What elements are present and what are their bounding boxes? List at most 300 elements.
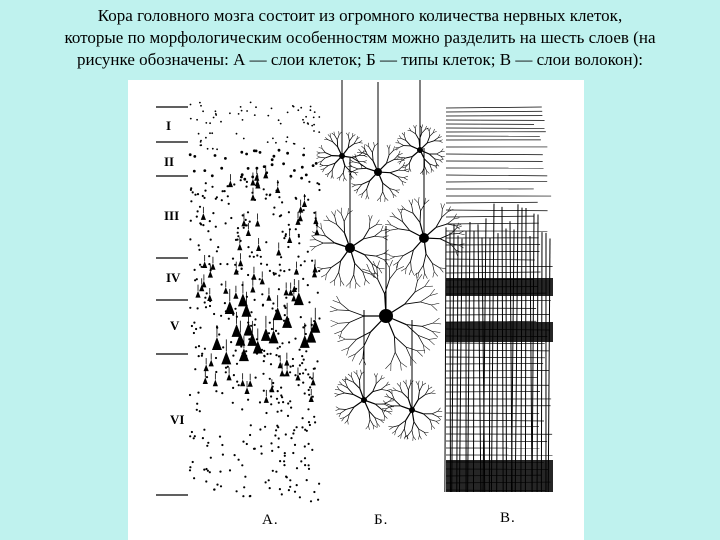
cell-dot bbox=[218, 333, 220, 335]
cell-dot bbox=[221, 199, 223, 201]
cell-dot bbox=[271, 450, 273, 452]
dendrite bbox=[416, 134, 420, 140]
dendrite bbox=[439, 140, 443, 141]
cell-dot bbox=[309, 376, 311, 378]
cell-dot bbox=[314, 111, 316, 113]
cell-dot bbox=[284, 455, 286, 457]
dendrite bbox=[390, 173, 398, 177]
cell-dot bbox=[282, 162, 285, 165]
dendrite bbox=[409, 200, 412, 205]
dendrite bbox=[431, 303, 439, 305]
dendrite bbox=[346, 133, 348, 136]
cell-dot bbox=[255, 106, 257, 108]
cell-dot bbox=[203, 429, 205, 431]
dendrite bbox=[340, 409, 346, 410]
pyramidal-cell bbox=[294, 268, 299, 275]
dendrite bbox=[374, 374, 376, 378]
dendrite bbox=[422, 383, 426, 386]
dendrite bbox=[336, 407, 340, 409]
pyramidal-cell bbox=[238, 259, 243, 266]
cell-dot bbox=[194, 435, 196, 437]
cell-dot bbox=[280, 123, 282, 125]
cortex-drawing bbox=[128, 80, 584, 540]
cell-dot bbox=[301, 355, 303, 357]
dendrite bbox=[335, 135, 338, 140]
cell-dot bbox=[219, 471, 221, 473]
dendrite bbox=[364, 392, 373, 400]
dendrite bbox=[354, 371, 357, 374]
cell-dot bbox=[302, 326, 304, 328]
dendrite bbox=[400, 382, 401, 386]
cell-dot bbox=[299, 364, 301, 366]
cell-dot bbox=[242, 441, 244, 443]
cell-dot bbox=[209, 220, 211, 222]
dendrite bbox=[320, 165, 324, 166]
dendrite bbox=[459, 245, 464, 248]
cell-dot bbox=[269, 322, 271, 324]
dendrite bbox=[316, 240, 324, 243]
cell-dot bbox=[240, 151, 243, 154]
dendrite bbox=[337, 386, 340, 390]
cell-dot bbox=[285, 141, 287, 143]
cell-dot bbox=[214, 154, 217, 157]
dendrite bbox=[377, 423, 380, 427]
dendrite bbox=[348, 208, 349, 214]
cell-dot bbox=[311, 260, 313, 262]
dendrite bbox=[406, 410, 412, 420]
cell-dot bbox=[310, 109, 312, 111]
pyramidal-cell bbox=[288, 289, 293, 296]
dendrite bbox=[419, 429, 420, 435]
cell-dot bbox=[289, 400, 291, 402]
cell-dot bbox=[281, 342, 283, 344]
cell-dot bbox=[278, 119, 280, 121]
dendrite bbox=[360, 374, 362, 380]
cell-dot bbox=[284, 314, 286, 316]
cell-dot bbox=[189, 153, 192, 156]
cell-dot bbox=[302, 154, 305, 157]
pyramidal-cell bbox=[302, 200, 307, 207]
dendrite bbox=[325, 153, 332, 156]
cell-dot bbox=[265, 241, 267, 243]
cell-dot bbox=[221, 444, 223, 446]
dendrite bbox=[447, 219, 454, 224]
pyramidal-cell bbox=[212, 337, 222, 350]
cell-dot bbox=[272, 470, 274, 472]
dendrite bbox=[342, 148, 348, 156]
dendrite bbox=[438, 408, 441, 412]
layer-label-2: II bbox=[164, 154, 175, 169]
cell-dot bbox=[294, 338, 296, 340]
cell-dot bbox=[283, 464, 285, 466]
dendrite bbox=[426, 254, 432, 264]
cell-dot bbox=[269, 194, 271, 196]
cell-dot bbox=[275, 471, 277, 473]
dendrite bbox=[348, 374, 352, 377]
dendrite bbox=[341, 280, 344, 285]
cell-dot bbox=[229, 112, 231, 114]
cell-dot bbox=[230, 217, 232, 219]
dendrite bbox=[405, 170, 409, 172]
dendrite bbox=[317, 156, 320, 158]
cell-dot bbox=[224, 157, 227, 160]
dendrite bbox=[356, 184, 362, 185]
dendrite bbox=[425, 273, 428, 278]
dendrite bbox=[412, 205, 414, 213]
dendrite bbox=[406, 141, 411, 146]
pyramidal-cell bbox=[204, 364, 209, 371]
dendrite bbox=[356, 283, 360, 287]
cell-dot bbox=[270, 353, 272, 355]
caption-line-1: Кора головного мозга состоит из огромного количества нервных клеток, bbox=[97, 6, 623, 25]
cell-dot bbox=[313, 491, 315, 493]
dendrite bbox=[326, 268, 331, 275]
cell-dot bbox=[255, 377, 257, 379]
dendrite bbox=[330, 310, 338, 312]
cell-dot bbox=[228, 203, 230, 205]
cell-dot bbox=[260, 263, 262, 265]
dendrite bbox=[429, 128, 430, 132]
cell-dot bbox=[190, 187, 192, 189]
dendrite bbox=[402, 392, 408, 398]
dendrite bbox=[441, 149, 443, 152]
cell-dot bbox=[307, 408, 309, 410]
dendrite bbox=[374, 231, 381, 236]
dendrite bbox=[397, 383, 400, 386]
cell-dot bbox=[254, 318, 256, 320]
dendrite bbox=[429, 131, 430, 136]
dendrite bbox=[326, 274, 327, 280]
dendrite bbox=[339, 132, 341, 135]
dendrite bbox=[357, 374, 360, 380]
dendrite bbox=[419, 386, 422, 392]
cell-dot bbox=[205, 306, 207, 308]
cell-dot bbox=[249, 221, 251, 223]
cell-dot bbox=[263, 350, 265, 352]
cell-dot bbox=[304, 260, 306, 262]
cell-dot bbox=[280, 387, 282, 389]
dendrite bbox=[345, 166, 350, 171]
cell-dot bbox=[308, 443, 310, 445]
radial-fiber bbox=[452, 224, 454, 492]
dendrite bbox=[390, 229, 398, 230]
cell-dot bbox=[261, 453, 263, 455]
cell-dot bbox=[203, 197, 205, 199]
cell-dot bbox=[220, 121, 222, 123]
cell-dot bbox=[192, 461, 194, 463]
dendrite bbox=[350, 316, 365, 322]
cell-dot bbox=[189, 394, 191, 396]
dendrite bbox=[404, 176, 408, 178]
cell-dot bbox=[303, 148, 305, 150]
cell-dot bbox=[215, 371, 217, 373]
dendrite bbox=[405, 292, 415, 304]
dendrite bbox=[379, 268, 385, 269]
dendrite bbox=[352, 167, 358, 169]
dendrite bbox=[418, 381, 419, 385]
cell-dot bbox=[288, 269, 290, 271]
dendrite bbox=[414, 422, 419, 429]
dendrite bbox=[433, 323, 441, 324]
dendrite bbox=[398, 256, 403, 263]
cell-dot bbox=[305, 174, 308, 177]
cell-dot bbox=[194, 368, 196, 370]
dendrite bbox=[339, 272, 341, 280]
dendrite bbox=[442, 212, 448, 218]
cell-dot bbox=[228, 318, 230, 320]
cell-dot bbox=[207, 470, 209, 472]
cell-dot bbox=[254, 299, 256, 301]
cell-dot bbox=[318, 317, 320, 319]
dendrite bbox=[373, 425, 377, 428]
cell-dot bbox=[266, 264, 268, 266]
dendrite bbox=[397, 266, 404, 270]
dendrite bbox=[436, 154, 441, 156]
pyramidal-cell bbox=[284, 370, 289, 377]
cell-dot bbox=[296, 484, 298, 486]
cell-dot bbox=[278, 402, 280, 404]
cell-dot bbox=[189, 466, 191, 468]
radial-fiber bbox=[478, 224, 481, 492]
dendrite bbox=[383, 401, 386, 404]
dendrite bbox=[425, 280, 430, 287]
cell-dot bbox=[247, 211, 249, 213]
cell-dot bbox=[312, 164, 315, 167]
dendrite bbox=[383, 183, 390, 188]
cell-dot bbox=[201, 353, 203, 355]
pyramidal-cell bbox=[239, 348, 249, 361]
cell-dot bbox=[196, 216, 198, 218]
cell-dot bbox=[225, 371, 227, 373]
radial-fiber bbox=[459, 239, 462, 492]
cell-dot bbox=[210, 239, 212, 241]
cell-dot bbox=[275, 330, 277, 332]
dendrite bbox=[365, 279, 369, 283]
cell-dot bbox=[235, 239, 237, 241]
layer-label-6: VI bbox=[170, 412, 185, 427]
dendrite bbox=[413, 213, 420, 222]
dendrite bbox=[351, 176, 354, 179]
dendrite bbox=[340, 390, 345, 393]
dendrite bbox=[408, 384, 410, 390]
radial-fiber bbox=[521, 208, 522, 492]
cell-dot bbox=[304, 445, 306, 447]
dendrite bbox=[335, 395, 339, 397]
dendrite bbox=[340, 280, 341, 286]
slide-caption bbox=[8, 5, 712, 71]
cell-dot bbox=[318, 189, 320, 191]
cell-dot bbox=[314, 367, 316, 369]
dendrite bbox=[374, 142, 375, 146]
cell-dot bbox=[234, 308, 236, 310]
dendrite bbox=[434, 138, 438, 141]
dendrite bbox=[355, 172, 359, 173]
cell-dot bbox=[260, 445, 262, 447]
cell-dot bbox=[207, 148, 209, 150]
dendrite bbox=[375, 272, 379, 277]
dendrite bbox=[340, 173, 343, 177]
cell-dot bbox=[199, 410, 201, 412]
dendrite bbox=[432, 426, 435, 429]
cell-dot bbox=[287, 112, 289, 114]
dendrite bbox=[425, 166, 427, 171]
cell-dot bbox=[193, 437, 195, 439]
cell-dot bbox=[242, 214, 244, 216]
dendrite bbox=[322, 229, 326, 236]
radial-fiber bbox=[491, 204, 494, 492]
pyramidal-cell bbox=[208, 271, 213, 278]
cell-dot bbox=[289, 486, 291, 488]
cell-dot bbox=[317, 499, 319, 501]
dendrite bbox=[352, 169, 358, 172]
cell-dot bbox=[190, 200, 192, 202]
cell-dot bbox=[225, 222, 227, 224]
cell-dot bbox=[296, 426, 298, 428]
cell-dot bbox=[189, 435, 191, 437]
dendrite bbox=[371, 316, 386, 332]
cell-dot bbox=[302, 372, 304, 374]
cell-dot bbox=[268, 479, 270, 481]
cell-dot bbox=[305, 350, 307, 352]
cell-dot bbox=[215, 198, 217, 200]
dendrite bbox=[331, 320, 339, 323]
cell-dot bbox=[303, 209, 305, 211]
cell-dot bbox=[206, 376, 208, 378]
pyramidal-cell bbox=[276, 249, 281, 256]
cell-dot bbox=[304, 457, 306, 459]
radial-fiber bbox=[525, 208, 526, 492]
cell-dot bbox=[298, 236, 300, 238]
cell-dot bbox=[249, 434, 251, 436]
dendrite bbox=[316, 243, 324, 246]
dendrite bbox=[404, 429, 405, 435]
cell-dot bbox=[207, 442, 209, 444]
cell-dot bbox=[251, 251, 253, 253]
cell-dot bbox=[195, 328, 197, 330]
cell-dot bbox=[197, 392, 199, 394]
dendrite bbox=[351, 184, 355, 185]
pyramidal-cell bbox=[264, 396, 269, 403]
dendrite bbox=[374, 236, 382, 237]
dendrite bbox=[383, 192, 385, 198]
dendrite bbox=[459, 234, 465, 235]
cell-dot bbox=[240, 179, 242, 181]
cell-dot bbox=[204, 348, 206, 350]
dendrite bbox=[352, 185, 356, 187]
dendrite bbox=[356, 346, 364, 354]
dendrite bbox=[387, 145, 389, 149]
cell-dot bbox=[318, 131, 320, 133]
dendrite bbox=[317, 267, 323, 268]
cell-dot bbox=[295, 228, 297, 230]
cell-dot bbox=[260, 256, 262, 258]
cell-dot bbox=[277, 390, 279, 392]
cell-dot bbox=[295, 197, 297, 199]
dendrite bbox=[418, 203, 420, 211]
cell-dot bbox=[304, 464, 306, 466]
dendrite bbox=[374, 143, 377, 146]
dendrite bbox=[355, 263, 363, 271]
cell-dot bbox=[232, 387, 234, 389]
cell-dot bbox=[296, 467, 298, 469]
pyramidal-cell bbox=[202, 261, 207, 268]
cell-dot bbox=[265, 412, 267, 414]
cell-dot bbox=[294, 143, 296, 145]
cell-dot bbox=[190, 104, 192, 106]
dendrite bbox=[338, 339, 346, 342]
dendrite bbox=[440, 239, 450, 244]
cell-dot bbox=[269, 270, 271, 272]
cell-dot bbox=[317, 292, 319, 294]
pyramidal-cell bbox=[250, 194, 255, 201]
dendrite bbox=[311, 247, 315, 251]
dendrite bbox=[434, 272, 438, 277]
cell-dot bbox=[313, 117, 315, 119]
cell-dot bbox=[232, 355, 234, 357]
cell-dot bbox=[280, 410, 282, 412]
dendrite bbox=[331, 211, 334, 216]
dendrite bbox=[436, 152, 441, 154]
cell-dot bbox=[299, 349, 301, 351]
cell-dot bbox=[289, 479, 291, 481]
cell-dot bbox=[293, 169, 296, 172]
pyramidal-cell bbox=[221, 351, 231, 364]
dendrite bbox=[409, 168, 410, 172]
dendrite bbox=[412, 422, 414, 430]
cell-dot bbox=[297, 256, 299, 258]
dendrite bbox=[430, 420, 432, 426]
cell-dot bbox=[287, 246, 289, 248]
dendrite bbox=[399, 143, 404, 146]
cell-dot bbox=[204, 190, 206, 192]
cell-dot bbox=[245, 186, 247, 188]
dendrite bbox=[432, 411, 438, 414]
dendrite bbox=[394, 336, 395, 352]
pyramidal-cell bbox=[250, 286, 255, 293]
dendrite bbox=[365, 255, 376, 256]
cell-dot bbox=[210, 457, 212, 459]
cell-dot bbox=[246, 181, 248, 183]
cell-dot bbox=[280, 256, 282, 258]
dendrite bbox=[370, 215, 372, 221]
dendrite bbox=[349, 164, 352, 167]
dendrite bbox=[324, 166, 328, 169]
cell-dot bbox=[272, 302, 274, 304]
cell-dot bbox=[302, 278, 304, 280]
cell-dot bbox=[305, 369, 307, 371]
dendrite bbox=[423, 265, 424, 273]
dendrite bbox=[424, 432, 428, 433]
dendrite bbox=[399, 135, 401, 138]
dendrite bbox=[387, 389, 391, 390]
cell-dot bbox=[313, 416, 315, 418]
cell-dot bbox=[288, 341, 290, 343]
dendrite bbox=[363, 272, 366, 280]
dendrite bbox=[431, 426, 432, 430]
dendrite bbox=[395, 256, 403, 257]
dendrite bbox=[339, 261, 341, 272]
dendrite bbox=[395, 352, 400, 362]
dendrite bbox=[419, 265, 423, 272]
dendrite bbox=[406, 261, 411, 268]
dendrite bbox=[436, 421, 439, 424]
dendrite bbox=[429, 154, 434, 159]
cell-dot bbox=[209, 305, 211, 307]
pyramidal-cell bbox=[261, 328, 271, 341]
cell-dot bbox=[238, 113, 240, 115]
dendrite bbox=[384, 260, 390, 261]
dendrite bbox=[441, 203, 443, 209]
